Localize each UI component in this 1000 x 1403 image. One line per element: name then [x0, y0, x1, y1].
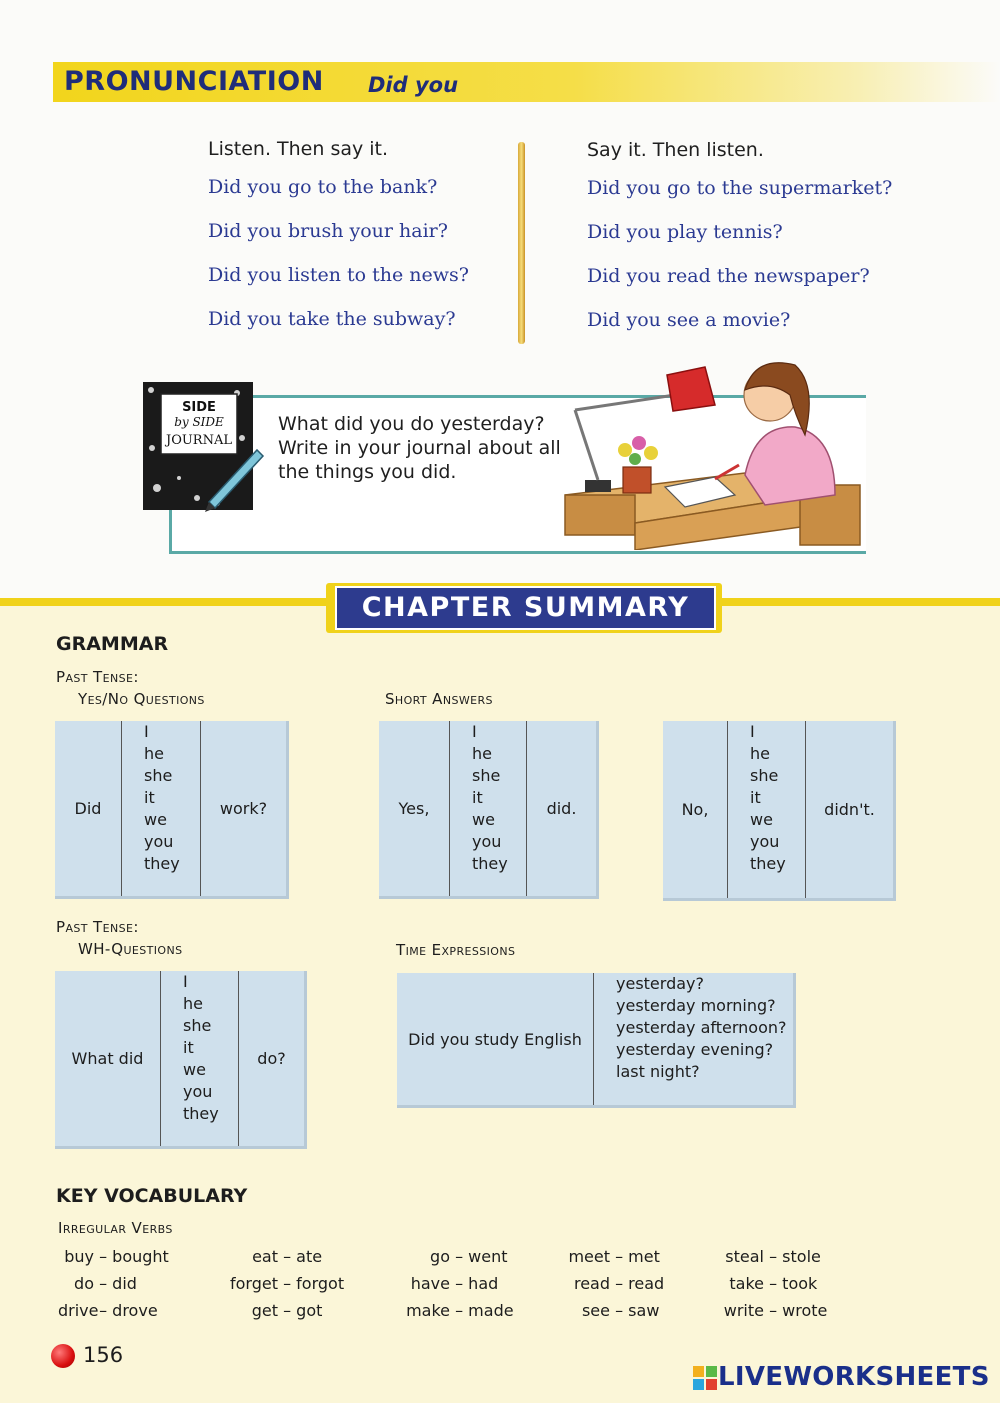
pronoun: he: [144, 744, 164, 763]
say-phrase: Did you see a movie?: [587, 309, 791, 331]
vocab-column: buy – bought do – did drive – drove: [58, 1247, 169, 1320]
vocab-column: meet – met read – read see – saw: [558, 1247, 708, 1328]
pronoun: we: [472, 810, 495, 829]
verb-past: drove: [112, 1301, 158, 1320]
girl-writing-at-desk-illustration: [555, 355, 870, 550]
say-phrase: Did you read the newspaper?: [587, 265, 870, 287]
pronoun: you: [144, 832, 174, 851]
verb-base: buy: [64, 1247, 94, 1266]
journal-logo-line2: by SIDE: [174, 415, 224, 429]
vocab-column: steal – stole take – took write – wrote: [718, 1247, 878, 1328]
pronoun: I: [472, 722, 477, 741]
liveworksheets-brand[interactable]: LIVEWORKSHEETS: [718, 1362, 990, 1392]
verb-past: stole: [782, 1247, 821, 1266]
pronoun: I: [183, 972, 188, 991]
pronoun: it: [144, 788, 155, 807]
pronoun-list: [727, 721, 805, 898]
journal-notebook-icon: [137, 378, 267, 518]
past-tense-label: Past Tense:: [56, 918, 139, 936]
listen-phrase: Did you brush your hair?: [208, 220, 448, 242]
verb-base: write: [723, 1301, 764, 1320]
vocab-column: eat – ate forget – forgot get – got: [230, 1247, 345, 1320]
verb-past: went: [468, 1247, 508, 1266]
time-expressions-label: Time Expressions: [396, 941, 516, 959]
verb-past: did: [112, 1274, 137, 1293]
pronoun-list: [160, 971, 238, 1146]
verb-past: had: [468, 1274, 499, 1293]
pronoun: he: [472, 744, 492, 763]
verb-past: got: [296, 1301, 323, 1320]
journal-prompt: What did you do yesterday? Write in your journal about all the things you did.: [278, 413, 561, 483]
time-expression: yesterday afternoon?: [616, 1018, 787, 1037]
pronoun: she: [750, 766, 779, 785]
pronoun: she: [183, 1016, 212, 1035]
pronoun: it: [472, 788, 483, 807]
verb-base: eat: [252, 1247, 278, 1266]
verb-base: have: [410, 1274, 450, 1293]
past-tense-label: Past Tense:: [56, 668, 139, 686]
pronoun: you: [183, 1082, 213, 1101]
verb-base: take: [729, 1274, 764, 1293]
table-cell: Did you study English: [408, 1029, 582, 1049]
table-cell: did.: [526, 721, 596, 896]
yes-no-table: [55, 721, 289, 899]
pronunciation-subtitle: Did you: [368, 73, 459, 97]
verb-past: bought: [112, 1247, 169, 1266]
page-number: 156: [83, 1343, 124, 1367]
time-expression: last night?: [616, 1062, 700, 1081]
verb-past: forgot: [296, 1274, 345, 1293]
table-cell: work?: [200, 721, 286, 896]
pronoun: she: [144, 766, 173, 785]
no-answer-table: [663, 721, 896, 901]
journal-logo-line1: SIDE: [182, 400, 216, 415]
pronoun: I: [750, 722, 755, 741]
irregular-verbs-label: Irregular Verbs: [58, 1219, 173, 1237]
verb-base: see: [581, 1301, 610, 1320]
verb-base: go: [430, 1247, 450, 1266]
pronoun: we: [750, 810, 773, 829]
table-cell: No,: [681, 800, 709, 819]
pronoun: I: [144, 722, 149, 741]
listen-heading: Listen. Then say it.: [208, 138, 389, 160]
listen-phrase: Did you take the subway?: [208, 308, 456, 330]
key-vocabulary-heading: KEY VOCABULARY: [56, 1185, 248, 1207]
listen-phrase: Did you go to the bank?: [208, 176, 438, 198]
pronoun: they: [144, 854, 180, 873]
chapter-summary-title: CHAPTER SUMMARY: [335, 586, 716, 630]
table-cell: do?: [238, 971, 304, 1146]
verb-past: took: [782, 1274, 818, 1293]
table-cell: Did: [74, 799, 102, 818]
pronoun: you: [472, 832, 502, 851]
verb-base: get: [251, 1301, 278, 1320]
pronunciation-title: PRONUNCIATION: [64, 66, 324, 97]
wh-questions-table: [55, 971, 307, 1149]
verb-base: drive: [58, 1301, 99, 1320]
verb-base: meet: [568, 1247, 610, 1266]
listen-phrase: Did you listen to the news?: [208, 264, 469, 286]
journal-logo-line3: JOURNAL: [165, 433, 233, 448]
verb-past: read: [628, 1274, 665, 1293]
table-cell: didn't.: [805, 721, 893, 898]
pronoun: he: [183, 994, 203, 1013]
verb-base: make: [406, 1301, 450, 1320]
pronoun: we: [183, 1060, 206, 1079]
pronoun: they: [472, 854, 508, 873]
wh-questions-label: WH-Questions: [78, 940, 183, 958]
page-marker-icon: [51, 1344, 75, 1368]
pronoun-list: [121, 721, 200, 896]
time-expression: yesterday morning?: [616, 996, 776, 1015]
pronoun: it: [183, 1038, 194, 1057]
pronoun: it: [750, 788, 761, 807]
time-expressions-table: [397, 973, 796, 1108]
verb-past: saw: [628, 1301, 660, 1320]
verb-past: made: [468, 1301, 514, 1320]
short-answers-label: Short Answers: [385, 690, 493, 708]
verb-base: forget: [230, 1274, 278, 1293]
pronoun: you: [750, 832, 780, 851]
liveworksheets-logo-icon: [693, 1366, 717, 1390]
verb-base: read: [573, 1274, 610, 1293]
pronoun-list: [449, 721, 526, 896]
yes-answer-table: [379, 721, 599, 899]
verb-past: met: [628, 1247, 660, 1266]
time-expression: yesterday evening?: [616, 1040, 774, 1059]
say-phrase: Did you play tennis?: [587, 221, 783, 243]
pronoun: she: [472, 766, 501, 785]
pronoun: they: [750, 854, 786, 873]
pronoun: he: [750, 744, 770, 763]
time-expression-list: [593, 973, 793, 1105]
table-cell: Yes,: [398, 799, 430, 818]
yes-no-questions-label: Yes/No Questions: [78, 690, 205, 708]
time-expression: yesterday?: [616, 974, 704, 993]
verb-base: do: [74, 1274, 94, 1293]
say-phrase: Did you go to the supermarket?: [587, 177, 893, 199]
verb-past: ate: [296, 1247, 323, 1266]
pronoun: we: [144, 810, 167, 829]
say-heading: Say it. Then listen.: [587, 139, 764, 161]
table-cell: What did: [71, 1049, 144, 1068]
pronoun: they: [183, 1104, 219, 1123]
verb-base: steal: [725, 1247, 764, 1266]
verb-past: wrote: [782, 1301, 828, 1320]
vocabulary-grid: [58, 1247, 958, 1332]
grammar-heading: GRAMMAR: [56, 633, 169, 655]
vocab-column: go – went have – had make – made: [398, 1247, 548, 1328]
column-divider: [518, 142, 525, 344]
